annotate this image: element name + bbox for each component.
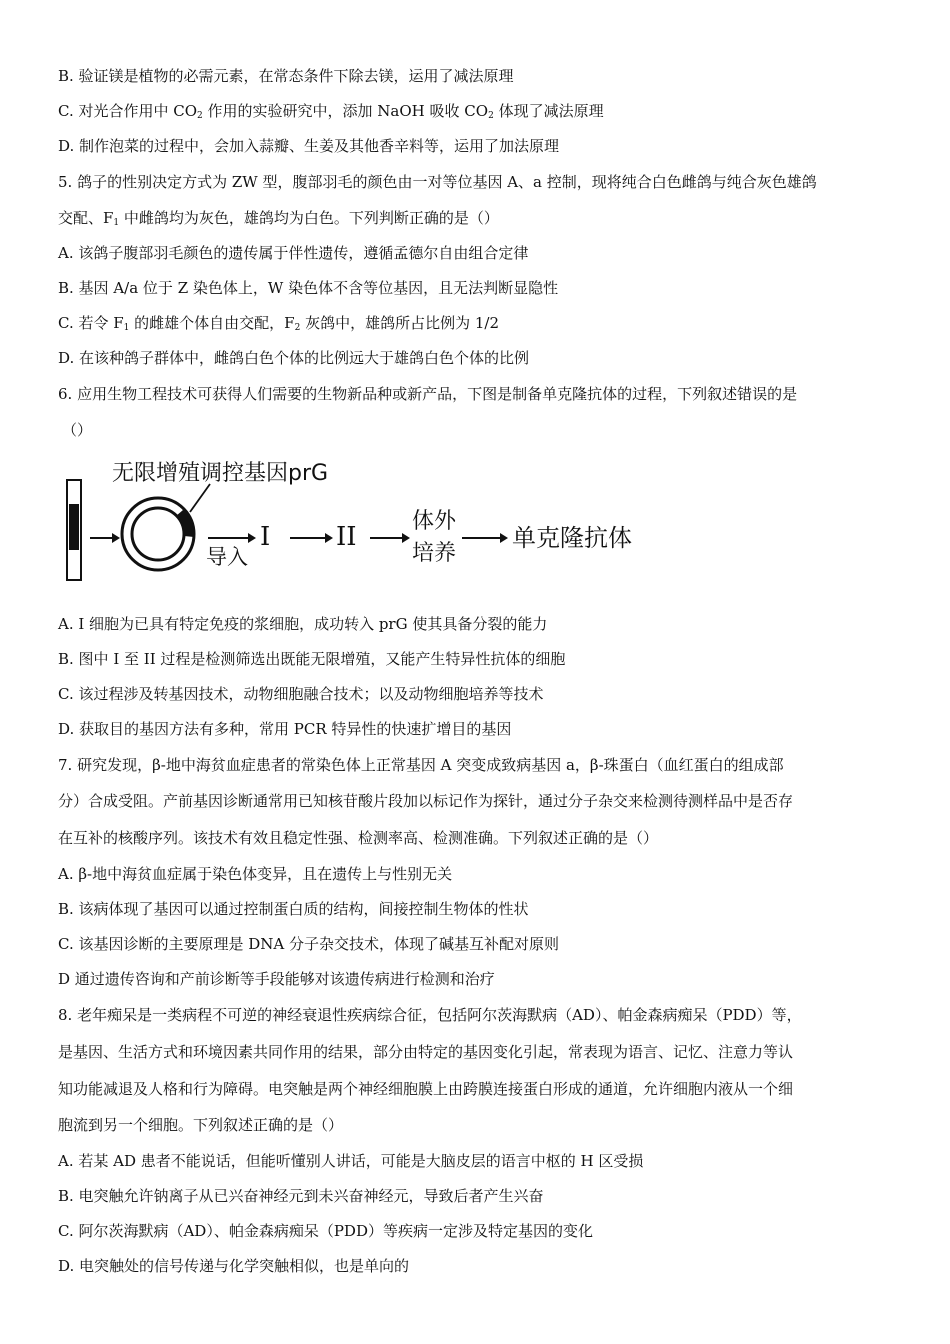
dna-strip-icon [67,480,81,580]
option-line: D. 制作泡菜的过程中，会加入蒜瓣、生姜及其他香辛料等，运用了加法原理 [58,137,560,155]
question-7-option-c: C. 该基因诊断的主要原理是 DNA 分子杂交技术，体现了碱基互补配对原则 [58,935,560,953]
question-5-option-d: D. 在该种鸽子群体中，雌鸽白色个体的比例远大于雄鸽白色个体的比例 [58,349,530,367]
question-5-option-c: C. 若令 $F_1$ 的雌雄个体自由交配，$F_2$ 灰鸽中，雄鸽所占比例为 1/2 [58,314,499,333]
question-8-stem: 8. 老年痴呆是一类病程不可逆的神经衰退性疾病综合征，包括阿尔茨海默病（AD）、帕金森病痴呆（PDD）等， [58,1006,802,1024]
culture-label-bottom: 培养 [412,541,457,566]
arrow-icon [90,533,120,543]
culture-label-top: 体外 [412,509,457,534]
question-6-stem: 6. 应用生物工程技术可获得人们需要的生物新品种或新产品，下图是制备单克隆抗体的过程，下列叙述错误的是 [58,385,798,403]
question-7-option-d: D 通过遗传咨询和产前诊断等手段能够对该遗传病进行检测和治疗 [58,970,495,988]
product-label: 单克隆抗体 [512,524,632,552]
question-7-stem: 7. 研究发现，β-地中海贫血症患者的常染色体上正常基因 A 突变成致病基因 a，β-珠蛋白（血红蛋白的组成部 [58,756,784,774]
question-8-option-b: B. 电突触允许钠离子从已兴奋神经元到未兴奋神经元，导致后者产生兴奋 [58,1187,544,1205]
question-8-option-d: D. 电突触处的信号传递与化学突触相似，也是单向的 [58,1257,410,1275]
arrow-icon [462,533,508,543]
question-6-option-c: C. 该过程涉及转基因技术，动物细胞融合技术；以及动物细胞培养等技术 [58,685,544,703]
question-8-option-c: C. 阿尔茨海默病（AD）、帕金森病痴呆（PDD）等疾病一定涉及特定基因的变化 [58,1222,593,1240]
monoclonal-antibody-diagram [60,452,660,592]
question-6-option-b: B. 图中 I 至 II 过程是检测筛选出既能无限增殖，又能产生特异性抗体的细胞 [58,650,566,668]
option-line: B. 验证镁是植物的必需元素，在常态条件下除去镁，运用了减法原理 [58,67,514,85]
question-8-stem: 胞流到另一个细胞。下列叙述正确的是（） [58,1116,344,1134]
question-5-option-b: B. 基因 A/a 位于 Z 染色体上，W 染色体不含等位基因，且无法判断显隐性 [58,279,559,297]
plasmid-icon [122,498,194,570]
import-label: 导入 [206,545,248,569]
option-line: C. 对光合作用中 $CO_2$ 作用的实验研究中，添加 NaOH 吸收 $CO_2$ 体现了减法原理 [58,102,604,121]
question-7-stem: 在互补的核酸序列。该技术有效且稳定性强、检测率高、检测准确。下列叙述正确的是（） [58,829,659,847]
question-8-stem: 知功能减退及人格和行为障碍。电突触是两个神经细胞膜上由跨膜连接蛋白形成的通道，允许细胞内液从一个细 [58,1080,794,1098]
question-6-option-a: A. I 细胞为已具有特定免疫的浆细胞，成功转入 prG 使其具备分裂的能力 [58,615,548,633]
question-7-option-a: A. β-地中海贫血症属于染色体变异，且在遗传上与性别无关 [58,865,453,883]
question-5-stem: 交配、$F_1$ 中雌鸽均为灰色，雄鸽均为白色。下列判断正确的是（） [58,209,499,228]
gene-pointer-line [190,484,210,512]
question-7-stem: 分）合成受阻。产前基因诊断通常用已知核苷酸片段加以标记作为探针，通过分子杂交来检测待测样品中是否存 [58,792,794,810]
gene-label: 无限增殖调控基因prG [112,461,329,486]
question-8-stem: 是基因、生活方式和环境因素共同作用的结果，部分由特定的基因变化引起，常表现为语言、记忆、注意力等认 [58,1043,794,1061]
question-8-option-a: A. 若某 AD 患者不能说话，但能听懂别人讲话，可能是大脑皮层的语言中枢的 H 区受损 [58,1152,644,1170]
question-7-option-b: B. 该病体现了基因可以通过控制蛋白质的结构，间接控制生物体的性状 [58,900,529,918]
arrow-icon [208,533,256,543]
arrow-icon [370,533,410,543]
question-5-stem: 5. 鸽子的性别决定方式为 ZW 型，腹部羽毛的颜色由一对等位基因 A、a 控制，现将纯合白色雌鸽与纯合灰色雄鸽 [58,173,817,191]
cell-ii-label: II [336,522,357,552]
arrow-icon [290,533,333,543]
question-6-option-d: D. 获取目的基因方法有多种，常用 PCR 特异性的快速扩增目的基因 [58,720,512,738]
cell-i-label: I [260,522,271,552]
question-5-option-a: A. 该鸽子腹部羽毛颜色的遗传属于伴性遗传，遵循孟德尔自由组合定律 [58,244,529,262]
question-6-stem: （） [62,421,93,439]
